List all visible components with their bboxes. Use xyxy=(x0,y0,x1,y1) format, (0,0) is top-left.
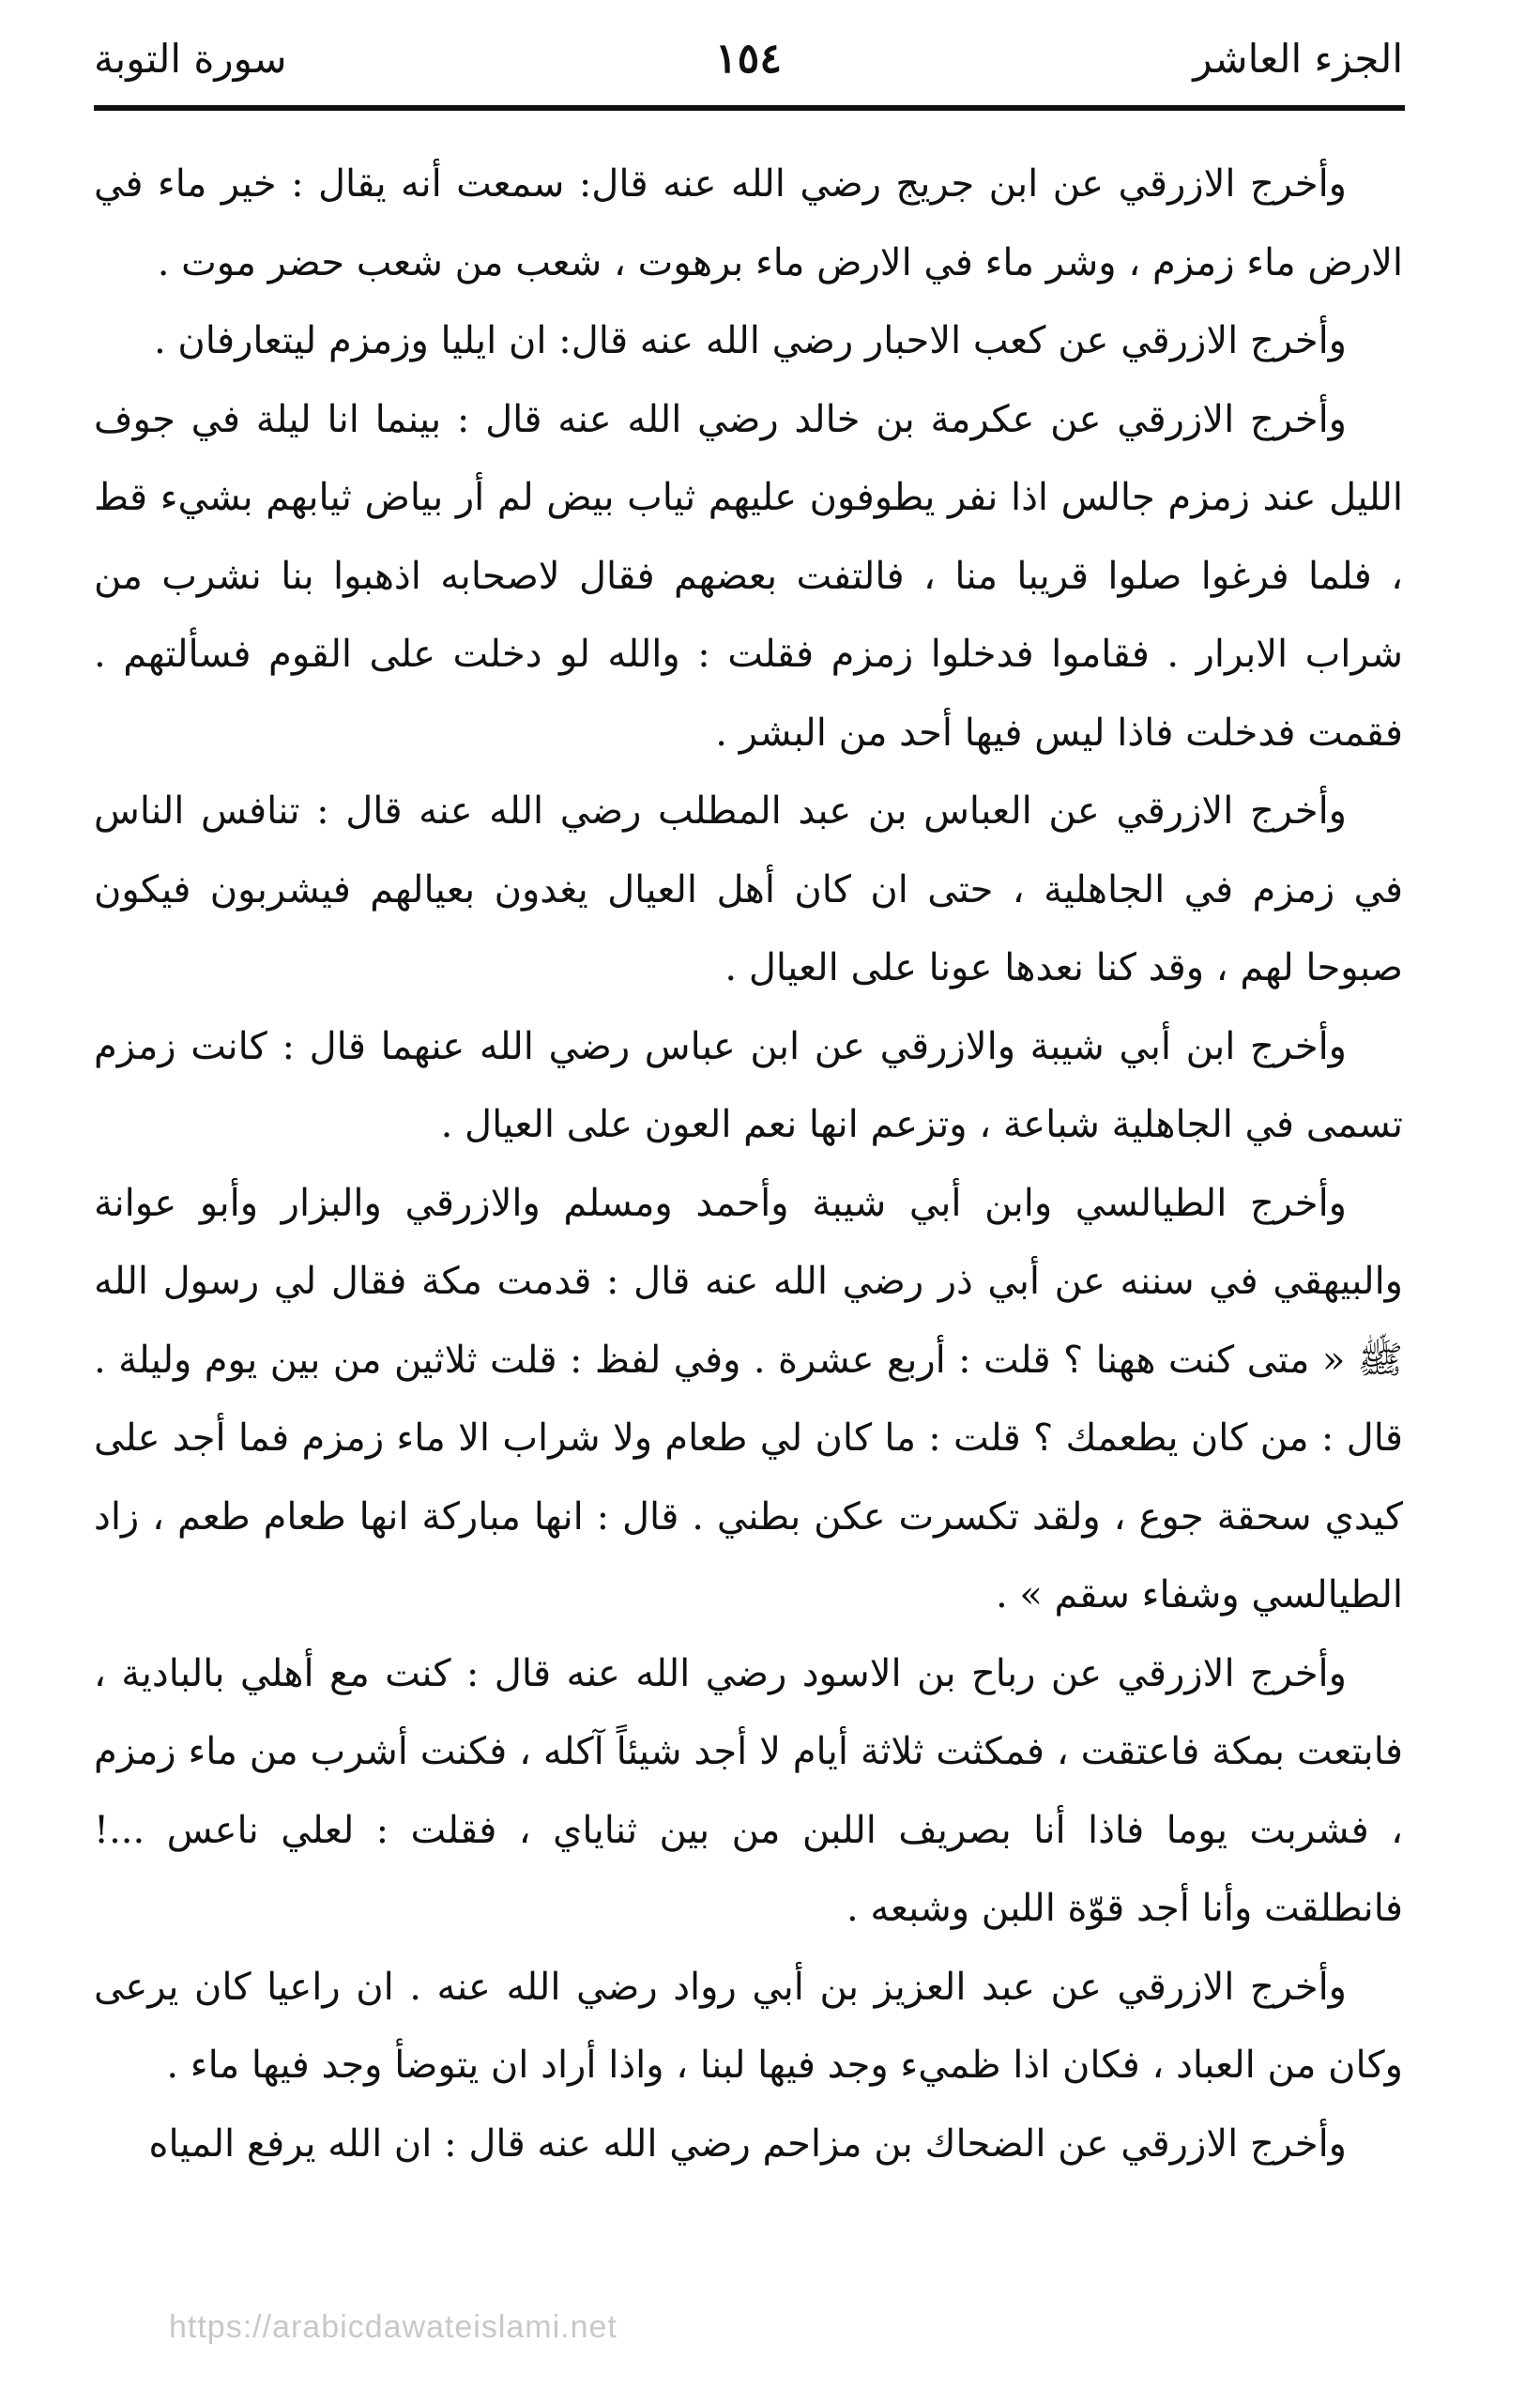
paragraph: وأخرج ابن أبي شيبة والازرقي عن ابن عباس رضي الله عنهما قال : كانت زمزم تسمى في الجاهلية شباعة ، وتزعم انها نعم العون على العيال . xyxy=(94,1024,1403,1146)
paragraph: وأخرج الازرقي عن رباح بن الاسود رضي الله عنه قال : كنت مع أهلي بالبادية ، فابتعت بمكة فاعتقت ، فمكثت ثلاثة أيام لا أجد شيئاً آكله ، فكنت أشرب من ماء زمزم ، فشربت يوما فاذا أنا بصريف اللبن من بين ثناياي ، فقلت : لعلي ناعس ...! فانطلقت وأنا أجد قوّة اللبن وشبعه . xyxy=(94,1651,1403,1930)
paragraph: وأخرج الازرقي عن عبد العزيز بن أبي رواد رضي الله عنه . ان راعيا كان يرعى وكان من العباد ، فكان اذا ظميء وجد فيها لبنا ، واذا أراد ان يتوضأ وجد فيها ماء . xyxy=(94,1965,1403,2087)
header-divider xyxy=(94,105,1405,111)
paragraph: وأخرج الطيالسي وابن أبي شيبة وأحمد ومسلم والازرقي والبزار وأبو عوانة والبيهقي في سننه عن أبي ذر رضي الله عنه قال : قدمت مكة فقال لي رسول الله ﷺ « متى كنت ههنا ؟ قلت : أربع عشرة . وفي لفظ : قلت ثلاثين من بين يوم وليلة . قال : من كان يطعمك ؟ قلت : ما كان لي طعام ولا شراب الا ماء زمزم فما أجد على كيدي سحقة جوع ، ولقد تكسرت عكن بطني . قال : انها مباركة انها طعام طعم ، زاد الطيالسي وشفاء سقم » . xyxy=(94,1181,1403,1616)
paragraph: وأخرج الازرقي عن العباس بن عبد المطلب رضي الله عنه قال : تنافس الناس في زمزم في الجاهلية ، حتى ان كان أهل العيال يغدون بعيالهم فيشربون فيكون صبوحا لهم ، وقد كنا نعدها عونا على العيال . xyxy=(94,789,1403,989)
part-title: الجزء العاشر xyxy=(1193,36,1403,82)
paragraph: وأخرج الازرقي عن الضحاك بن مزاحم رضي الله عنه قال : ان الله يرفع المياه xyxy=(148,2121,1347,2166)
page-body xyxy=(94,145,1403,2183)
paragraph: وأخرج الازرقي عن ابن جريج رضي الله عنه قال: سمعت أنه يقال : خير ماء في الارض ماء زمزم ، وشر ماء في الارض ماء برهوت ، شعب من شعب حضر موت . xyxy=(94,162,1403,284)
page-header xyxy=(94,26,1403,92)
watermark-url: https://arabicdawateislami.net xyxy=(169,2309,618,2345)
page-number: ١٥٤ xyxy=(715,35,782,83)
paragraph: وأخرج الازرقي عن عكرمة بن خالد رضي الله عنه قال : بينما انا ليلة في جوف الليل عند زمزم جالس اذا نفر يطوفون عليهم ثياب بيض لم أر بياض ثيابهم بشيء قط ، فلما فرغوا صلوا قريبا منا ، فالتفت بعضهم فقال لاصحابه اذهبوا بنا نشرب من شراب الابرار . فقاموا فدخلوا زمزم فقلت : والله لو دخلت على القوم فسألتهم . فقمت فدخلت فاذا ليس فيها أحد من البشر . xyxy=(94,397,1403,755)
surah-title: سورة التوبة xyxy=(94,36,287,82)
paragraph: وأخرج الازرقي عن كعب الاحبار رضي الله عنه قال: ان ايليا وزمزم ليتعارفان . xyxy=(153,319,1347,362)
